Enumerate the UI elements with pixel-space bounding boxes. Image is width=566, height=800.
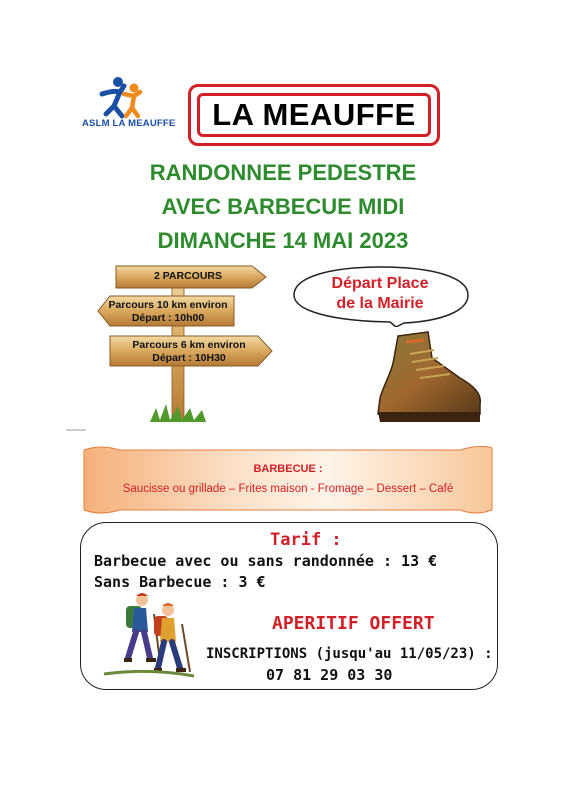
headline-line-1: RANDONNEE PEDESTRE bbox=[149, 160, 417, 185]
town-sign bbox=[188, 84, 440, 146]
town-sign-text: LA MEAUFFE bbox=[212, 97, 416, 132]
signpost-route2-distance: Parcours 6 km environ bbox=[132, 339, 246, 351]
divider bbox=[66, 429, 86, 431]
tarif-line-no-barbecue: Sans Barbecue : 3 € bbox=[94, 573, 266, 591]
headline-line-3: DIMANCHE 14 MAI 2023 bbox=[157, 228, 409, 253]
tarif-line-barbecue: Barbecue avec ou sans randonnée : 13 € bbox=[94, 552, 438, 570]
departure-place-line-1: Départ Place bbox=[331, 275, 429, 292]
barbecue-banner bbox=[80, 440, 496, 520]
signpost-icon bbox=[94, 260, 284, 430]
signpost-route2-start: Départ : 10H30 bbox=[152, 352, 226, 364]
phone-number: 07 81 29 03 30 bbox=[266, 666, 393, 684]
signpost-top-label: 2 PARCOURS bbox=[153, 270, 223, 282]
boot-icon bbox=[370, 328, 485, 428]
hikers-icon bbox=[98, 588, 198, 680]
barbecue-title: BARBECUE : bbox=[253, 463, 323, 475]
town-sign-border bbox=[197, 93, 431, 137]
inscriptions-label: INSCRIPTIONS (jusqu'au 11/05/23) : bbox=[206, 646, 493, 662]
departure-place-line-2: de la Mairie bbox=[336, 295, 424, 312]
signpost-route1-distance: Parcours 10 km environ bbox=[108, 299, 228, 311]
logo-text: ASLM LA MEAUFFE bbox=[82, 118, 176, 129]
signpost-route1-start: Départ : 10h00 bbox=[131, 312, 205, 324]
departure-place bbox=[305, 274, 455, 314]
headline-line-2: AVEC BARBECUE MIDI bbox=[161, 194, 405, 219]
aperitif-offered: APERITIF OFFERT bbox=[272, 613, 435, 634]
barbecue-menu: Saucisse ou grillade – Frites maison - Fromage – Dessert – Café bbox=[122, 483, 454, 495]
tarif-title: Tarif : bbox=[270, 530, 342, 550]
